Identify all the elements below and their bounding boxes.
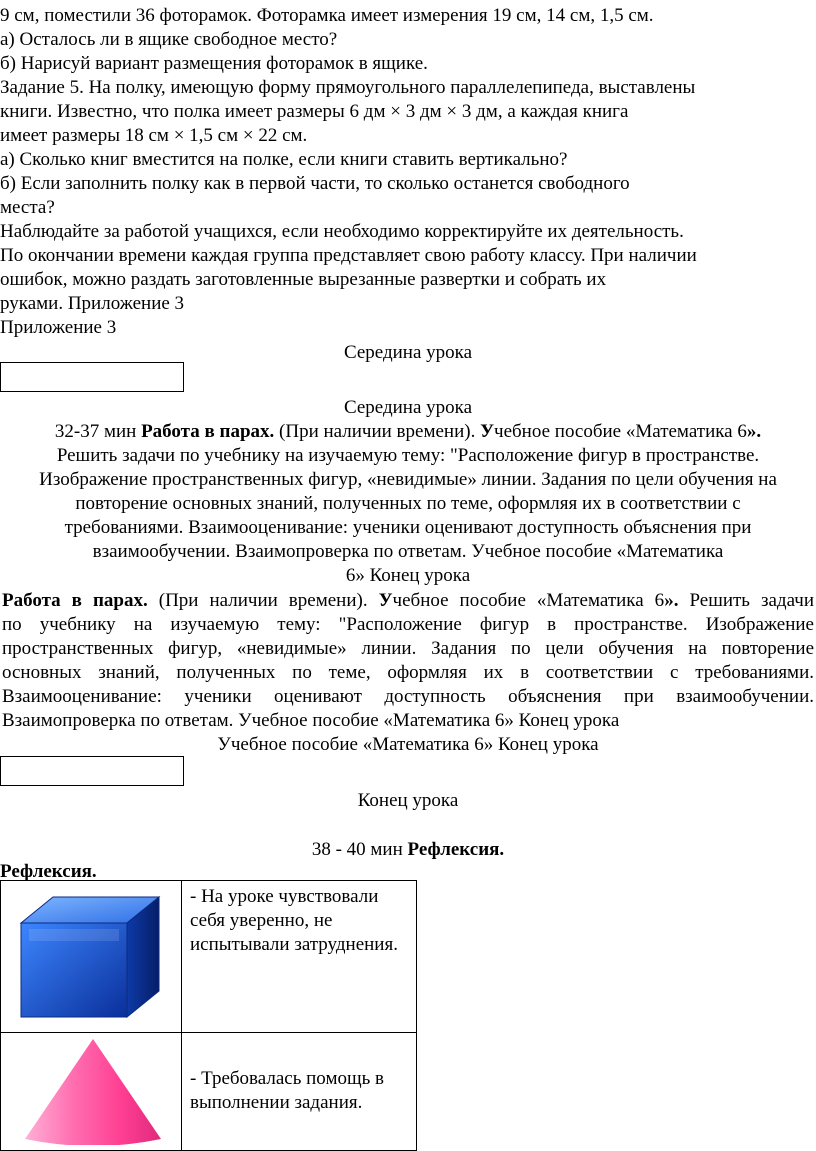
text-line: Приложение 3 — [0, 317, 117, 338]
time-label: 38 - 40 мин — [311, 839, 403, 860]
text-line: Решить задачи по учебнику на изучаемую тему: "Расположение фигур в пространстве. — [56, 445, 760, 466]
paragraph-line: по учебнику на изучаемую тему: "Расположение фигур в пространстве. Изображение — [2, 614, 814, 635]
text-line — [0, 838, 816, 861]
text-span: чебное пособие «Математика 6 — [494, 421, 747, 442]
text-line: Задание 5. На полку, имеющую форму прямоугольного параллелепипеда, выставлены — [0, 77, 696, 98]
empty-box — [0, 756, 184, 786]
bold-label: Рефлексия. — [407, 839, 505, 860]
text-span: чебное пособие «Математика 6 — [392, 590, 665, 611]
section-heading: Конец урока — [357, 790, 459, 811]
time-label: 32-37 мин — [54, 421, 137, 442]
text-line: 9 см, поместили 36 фоторамок. Фоторамка имеет измерения 19 см, 14 см, 1,5 см. — [0, 5, 654, 26]
table-row — [1, 881, 417, 1033]
text-line — [0, 420, 816, 443]
text-line: ошибок, можно раздать заготовленные вырезанные развертки и собрать их — [0, 269, 607, 290]
text-line: повторение основных знаний, полученных по теме, оформляя их в соответствии с — [75, 493, 741, 514]
reflection-table — [0, 880, 417, 1151]
text-line: требованиями. Взаимооценивание: ученики оценивают доступность объяснения при — [64, 517, 752, 538]
text-line: б) Если заполнить полку как в первой части, то сколько останется свободного — [0, 173, 630, 194]
bold-letter: ». — [746, 421, 762, 442]
text-span: (При наличии времени). — [147, 590, 379, 611]
text-cell — [182, 881, 417, 1033]
blue-cube-icon — [1, 881, 181, 1027]
text-line: Учебное пособие «Математика 6» Конец урока — [217, 734, 599, 755]
bold-letter: У — [378, 590, 393, 611]
bold-letter: ». — [664, 590, 679, 611]
section-heading: Середина урока — [343, 342, 473, 363]
text-line: Изображение пространственных фигур, «невидимые» линии. Задания по цели обучения на — [39, 469, 777, 490]
text-line: По окончании времени каждая группа представляет свою работу классу. При наличии — [0, 245, 697, 266]
reflection-text: - Требовалась помощь в выполнении задания. — [190, 1068, 384, 1113]
table-row — [1, 1033, 417, 1151]
text-line: б) Нарисуй вариант размещения фоторамок в ящике. — [0, 53, 428, 74]
bold-label: Работа в парах. — [2, 590, 148, 611]
image-cell — [1, 1033, 182, 1151]
text-line: места? — [0, 197, 55, 218]
paragraph-line: Взаимооценивание: ученики оценивают доступность объяснения при взаимообучении. — [2, 686, 814, 707]
text-cell — [182, 1033, 417, 1151]
text-span: (При наличии времени). — [274, 421, 481, 442]
section-heading: Середина урока — [343, 397, 473, 418]
text-line: взаимообучении. Взаимопроверка по ответам. Учебное пособие «Математика — [92, 541, 724, 562]
empty-box — [0, 362, 184, 392]
paragraph-line — [2, 589, 814, 612]
paragraph-line: Взаимопроверка по ответам. Учебное пособие «Математика 6» Конец урока — [2, 710, 620, 731]
text-line: имеет размеры 18 см × 1,5 см × 22 см. — [0, 125, 308, 146]
text-line: а) Осталось ли в ящике свободное место? — [0, 29, 338, 50]
paragraph-line: пространственных фигур, «невидимые» линии. Задания по цели обучения на повторение — [2, 638, 814, 659]
bold-label: Работа в парах. — [141, 421, 275, 442]
text-line: а) Сколько книг вместится на полке, если книги ставить вертикально? — [0, 149, 568, 170]
text-span: Решить задачи — [678, 590, 814, 611]
bold-letter: У — [480, 421, 495, 442]
pink-cone-icon — [1, 1033, 181, 1145]
text-line: книги. Известно, что полка имеет размеры 6 дм × 3 дм × 3 дм, а каждая книга — [0, 101, 629, 122]
image-cell — [1, 881, 182, 1033]
text-line: Наблюдайте за работой учащихся, если необходимо корректируйте их деятельность. — [0, 221, 684, 242]
text-line: руками. Приложение 3 — [0, 293, 185, 314]
text-line: 6» Конец урока — [345, 565, 471, 586]
reflection-text: - На уроке чувствовали себя уверенно, не испытывали затруднения. — [190, 886, 398, 955]
bold-label: Рефлексия. — [0, 861, 97, 882]
paragraph-line: основных знаний, полученных по теме, оформляя их в соответствии с требованиями. — [2, 662, 814, 683]
